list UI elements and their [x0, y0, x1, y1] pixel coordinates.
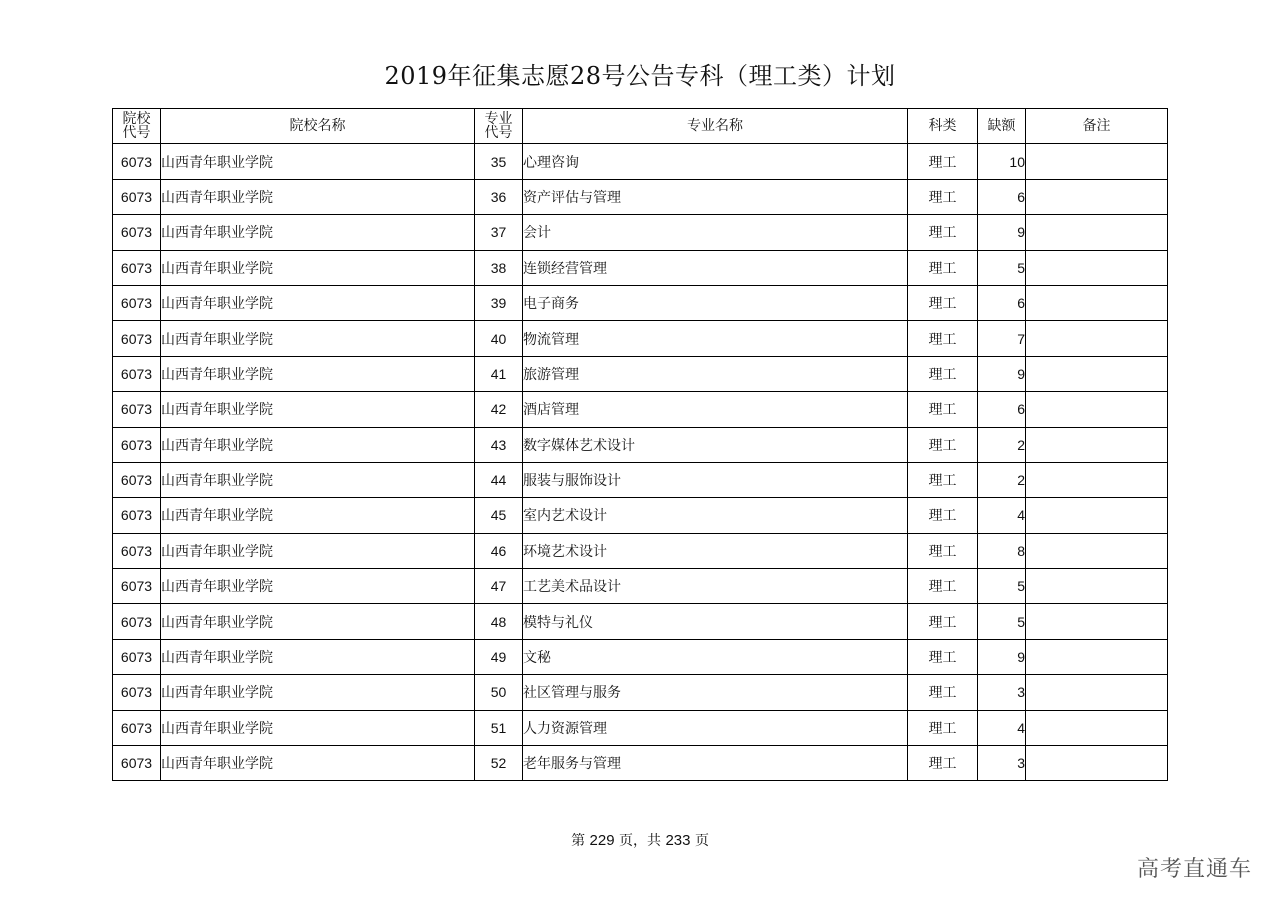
footer-current-page: 229 [589, 832, 615, 849]
cell-school-code: 6073 [113, 215, 161, 250]
table-row [113, 533, 1168, 568]
table-row [113, 392, 1168, 427]
cell-vacancy: 6 [978, 285, 1026, 320]
cell-major-name: 工艺美术品设计 [523, 569, 908, 604]
cell-school-name: 山西青年职业学院 [161, 604, 475, 639]
cell-vacancy: 6 [978, 392, 1026, 427]
table-row [113, 569, 1168, 604]
cell-remark [1026, 427, 1168, 462]
cell-school-code: 6073 [113, 639, 161, 674]
cell-vacancy: 7 [978, 321, 1026, 356]
cell-vacancy: 8 [978, 533, 1026, 568]
cell-school-code: 6073 [113, 746, 161, 781]
cell-vacancy: 3 [978, 746, 1026, 781]
cell-remark [1026, 462, 1168, 497]
cell-school-code: 6073 [113, 356, 161, 391]
header-school-name: 院校名称 [161, 109, 475, 144]
cell-school-name: 山西青年职业学院 [161, 639, 475, 674]
cell-school-name: 山西青年职业学院 [161, 285, 475, 320]
cell-school-code: 6073 [113, 498, 161, 533]
cell-major-code: 51 [475, 710, 523, 745]
cell-vacancy: 2 [978, 462, 1026, 497]
table-row [113, 250, 1168, 285]
cell-school-code: 6073 [113, 569, 161, 604]
cell-vacancy: 4 [978, 498, 1026, 533]
cell-remark [1026, 356, 1168, 391]
cell-category: 理工 [908, 392, 978, 427]
cell-school-name: 山西青年职业学院 [161, 533, 475, 568]
cell-remark [1026, 533, 1168, 568]
footer-middle: 页，共 [619, 833, 661, 849]
footer-prefix: 第 [571, 833, 586, 849]
cell-major-code: 35 [475, 144, 523, 179]
cell-school-name: 山西青年职业学院 [161, 392, 475, 427]
table-row [113, 675, 1168, 710]
cell-remark [1026, 675, 1168, 710]
header-major-name: 专业名称 [523, 109, 908, 144]
cell-category: 理工 [908, 427, 978, 462]
cell-vacancy: 4 [978, 710, 1026, 745]
footer-total-pages: 233 [665, 832, 691, 849]
cell-remark [1026, 569, 1168, 604]
cell-school-name: 山西青年职业学院 [161, 746, 475, 781]
cell-school-code: 6073 [113, 179, 161, 214]
table-row [113, 285, 1168, 320]
cell-vacancy: 9 [978, 639, 1026, 674]
cell-category: 理工 [908, 356, 978, 391]
cell-major-name: 数字媒体艺术设计 [523, 427, 908, 462]
cell-major-name: 心理咨询 [523, 144, 908, 179]
table-row [113, 321, 1168, 356]
header-category: 科类 [908, 109, 978, 144]
cell-category: 理工 [908, 746, 978, 781]
cell-category: 理工 [908, 285, 978, 320]
table-row [113, 746, 1168, 781]
table-row [113, 179, 1168, 214]
cell-remark [1026, 392, 1168, 427]
page-footer [0, 830, 1280, 850]
header-remark: 备注 [1026, 109, 1168, 144]
cell-major-code: 52 [475, 746, 523, 781]
cell-vacancy: 3 [978, 675, 1026, 710]
cell-major-name: 社区管理与服务 [523, 675, 908, 710]
cell-category: 理工 [908, 675, 978, 710]
cell-category: 理工 [908, 462, 978, 497]
cell-major-code: 39 [475, 285, 523, 320]
cell-remark [1026, 215, 1168, 250]
cell-vacancy: 5 [978, 569, 1026, 604]
cell-school-code: 6073 [113, 285, 161, 320]
cell-school-name: 山西青年职业学院 [161, 356, 475, 391]
cell-major-code: 38 [475, 250, 523, 285]
cell-school-code: 6073 [113, 144, 161, 179]
cell-school-name: 山西青年职业学院 [161, 427, 475, 462]
cell-major-name: 人力资源管理 [523, 710, 908, 745]
table-row [113, 498, 1168, 533]
cell-major-code: 41 [475, 356, 523, 391]
table-header-row [113, 109, 1168, 144]
cell-school-code: 6073 [113, 321, 161, 356]
cell-vacancy: 2 [978, 427, 1026, 462]
header-major-code: 专业代号 [475, 109, 523, 144]
cell-school-name: 山西青年职业学院 [161, 215, 475, 250]
cell-remark [1026, 639, 1168, 674]
watermark: 高考直通车 [1136, 857, 1252, 882]
cell-major-name: 文秘 [523, 639, 908, 674]
cell-school-name: 山西青年职业学院 [161, 250, 475, 285]
cell-category: 理工 [908, 250, 978, 285]
table-row [113, 462, 1168, 497]
cell-major-name: 电子商务 [523, 285, 908, 320]
cell-remark [1026, 498, 1168, 533]
plan-table [112, 108, 1168, 781]
cell-remark [1026, 250, 1168, 285]
cell-major-code: 37 [475, 215, 523, 250]
cell-major-code: 44 [475, 462, 523, 497]
cell-school-name: 山西青年职业学院 [161, 675, 475, 710]
cell-category: 理工 [908, 179, 978, 214]
cell-school-code: 6073 [113, 533, 161, 568]
cell-major-name: 会计 [523, 215, 908, 250]
header-school-code: 院校代号 [113, 109, 161, 144]
table-row [113, 639, 1168, 674]
cell-school-code: 6073 [113, 675, 161, 710]
cell-remark [1026, 321, 1168, 356]
cell-major-code: 46 [475, 533, 523, 568]
table-row [113, 427, 1168, 462]
cell-school-name: 山西青年职业学院 [161, 569, 475, 604]
cell-school-name: 山西青年职业学院 [161, 498, 475, 533]
cell-major-name: 老年服务与管理 [523, 746, 908, 781]
cell-school-code: 6073 [113, 710, 161, 745]
cell-category: 理工 [908, 144, 978, 179]
cell-major-name: 酒店管理 [523, 392, 908, 427]
cell-major-code: 49 [475, 639, 523, 674]
cell-major-name: 物流管理 [523, 321, 908, 356]
cell-school-code: 6073 [113, 462, 161, 497]
cell-school-name: 山西青年职业学院 [161, 710, 475, 745]
cell-school-code: 6073 [113, 250, 161, 285]
cell-major-code: 47 [475, 569, 523, 604]
cell-category: 理工 [908, 710, 978, 745]
cell-remark [1026, 285, 1168, 320]
cell-school-name: 山西青年职业学院 [161, 179, 475, 214]
table-row [113, 356, 1168, 391]
cell-major-code: 42 [475, 392, 523, 427]
footer-suffix: 页 [694, 833, 709, 849]
cell-school-name: 山西青年职业学院 [161, 144, 475, 179]
cell-major-code: 45 [475, 498, 523, 533]
cell-category: 理工 [908, 498, 978, 533]
cell-school-code: 6073 [113, 604, 161, 639]
cell-category: 理工 [908, 569, 978, 604]
cell-school-code: 6073 [113, 427, 161, 462]
cell-major-code: 43 [475, 427, 523, 462]
cell-vacancy: 10 [978, 144, 1026, 179]
cell-vacancy: 6 [978, 179, 1026, 214]
cell-major-name: 模特与礼仪 [523, 604, 908, 639]
cell-major-code: 50 [475, 675, 523, 710]
table-row [113, 144, 1168, 179]
cell-school-name: 山西青年职业学院 [161, 321, 475, 356]
cell-vacancy: 5 [978, 250, 1026, 285]
cell-major-code: 40 [475, 321, 523, 356]
header-vacancy: 缺额 [978, 109, 1026, 144]
cell-major-name: 服装与服饰设计 [523, 462, 908, 497]
cell-category: 理工 [908, 533, 978, 568]
cell-remark [1026, 604, 1168, 639]
cell-major-code: 36 [475, 179, 523, 214]
cell-school-name: 山西青年职业学院 [161, 462, 475, 497]
cell-vacancy: 9 [978, 215, 1026, 250]
cell-vacancy: 9 [978, 356, 1026, 391]
cell-school-code: 6073 [113, 392, 161, 427]
cell-major-code: 48 [475, 604, 523, 639]
cell-category: 理工 [908, 215, 978, 250]
cell-vacancy: 5 [978, 604, 1026, 639]
table-row [113, 710, 1168, 745]
cell-major-name: 旅游管理 [523, 356, 908, 391]
cell-remark [1026, 710, 1168, 745]
cell-category: 理工 [908, 639, 978, 674]
page-title: 2019年征集志愿28号公告专科（理工类）计划 [384, 62, 896, 90]
cell-major-name: 室内艺术设计 [523, 498, 908, 533]
cell-major-name: 资产评估与管理 [523, 179, 908, 214]
cell-remark [1026, 144, 1168, 179]
cell-major-name: 环境艺术设计 [523, 533, 908, 568]
cell-category: 理工 [908, 321, 978, 356]
cell-remark [1026, 179, 1168, 214]
cell-major-name: 连锁经营管理 [523, 250, 908, 285]
cell-remark [1026, 746, 1168, 781]
table-row [113, 215, 1168, 250]
cell-category: 理工 [908, 604, 978, 639]
table-row [113, 604, 1168, 639]
